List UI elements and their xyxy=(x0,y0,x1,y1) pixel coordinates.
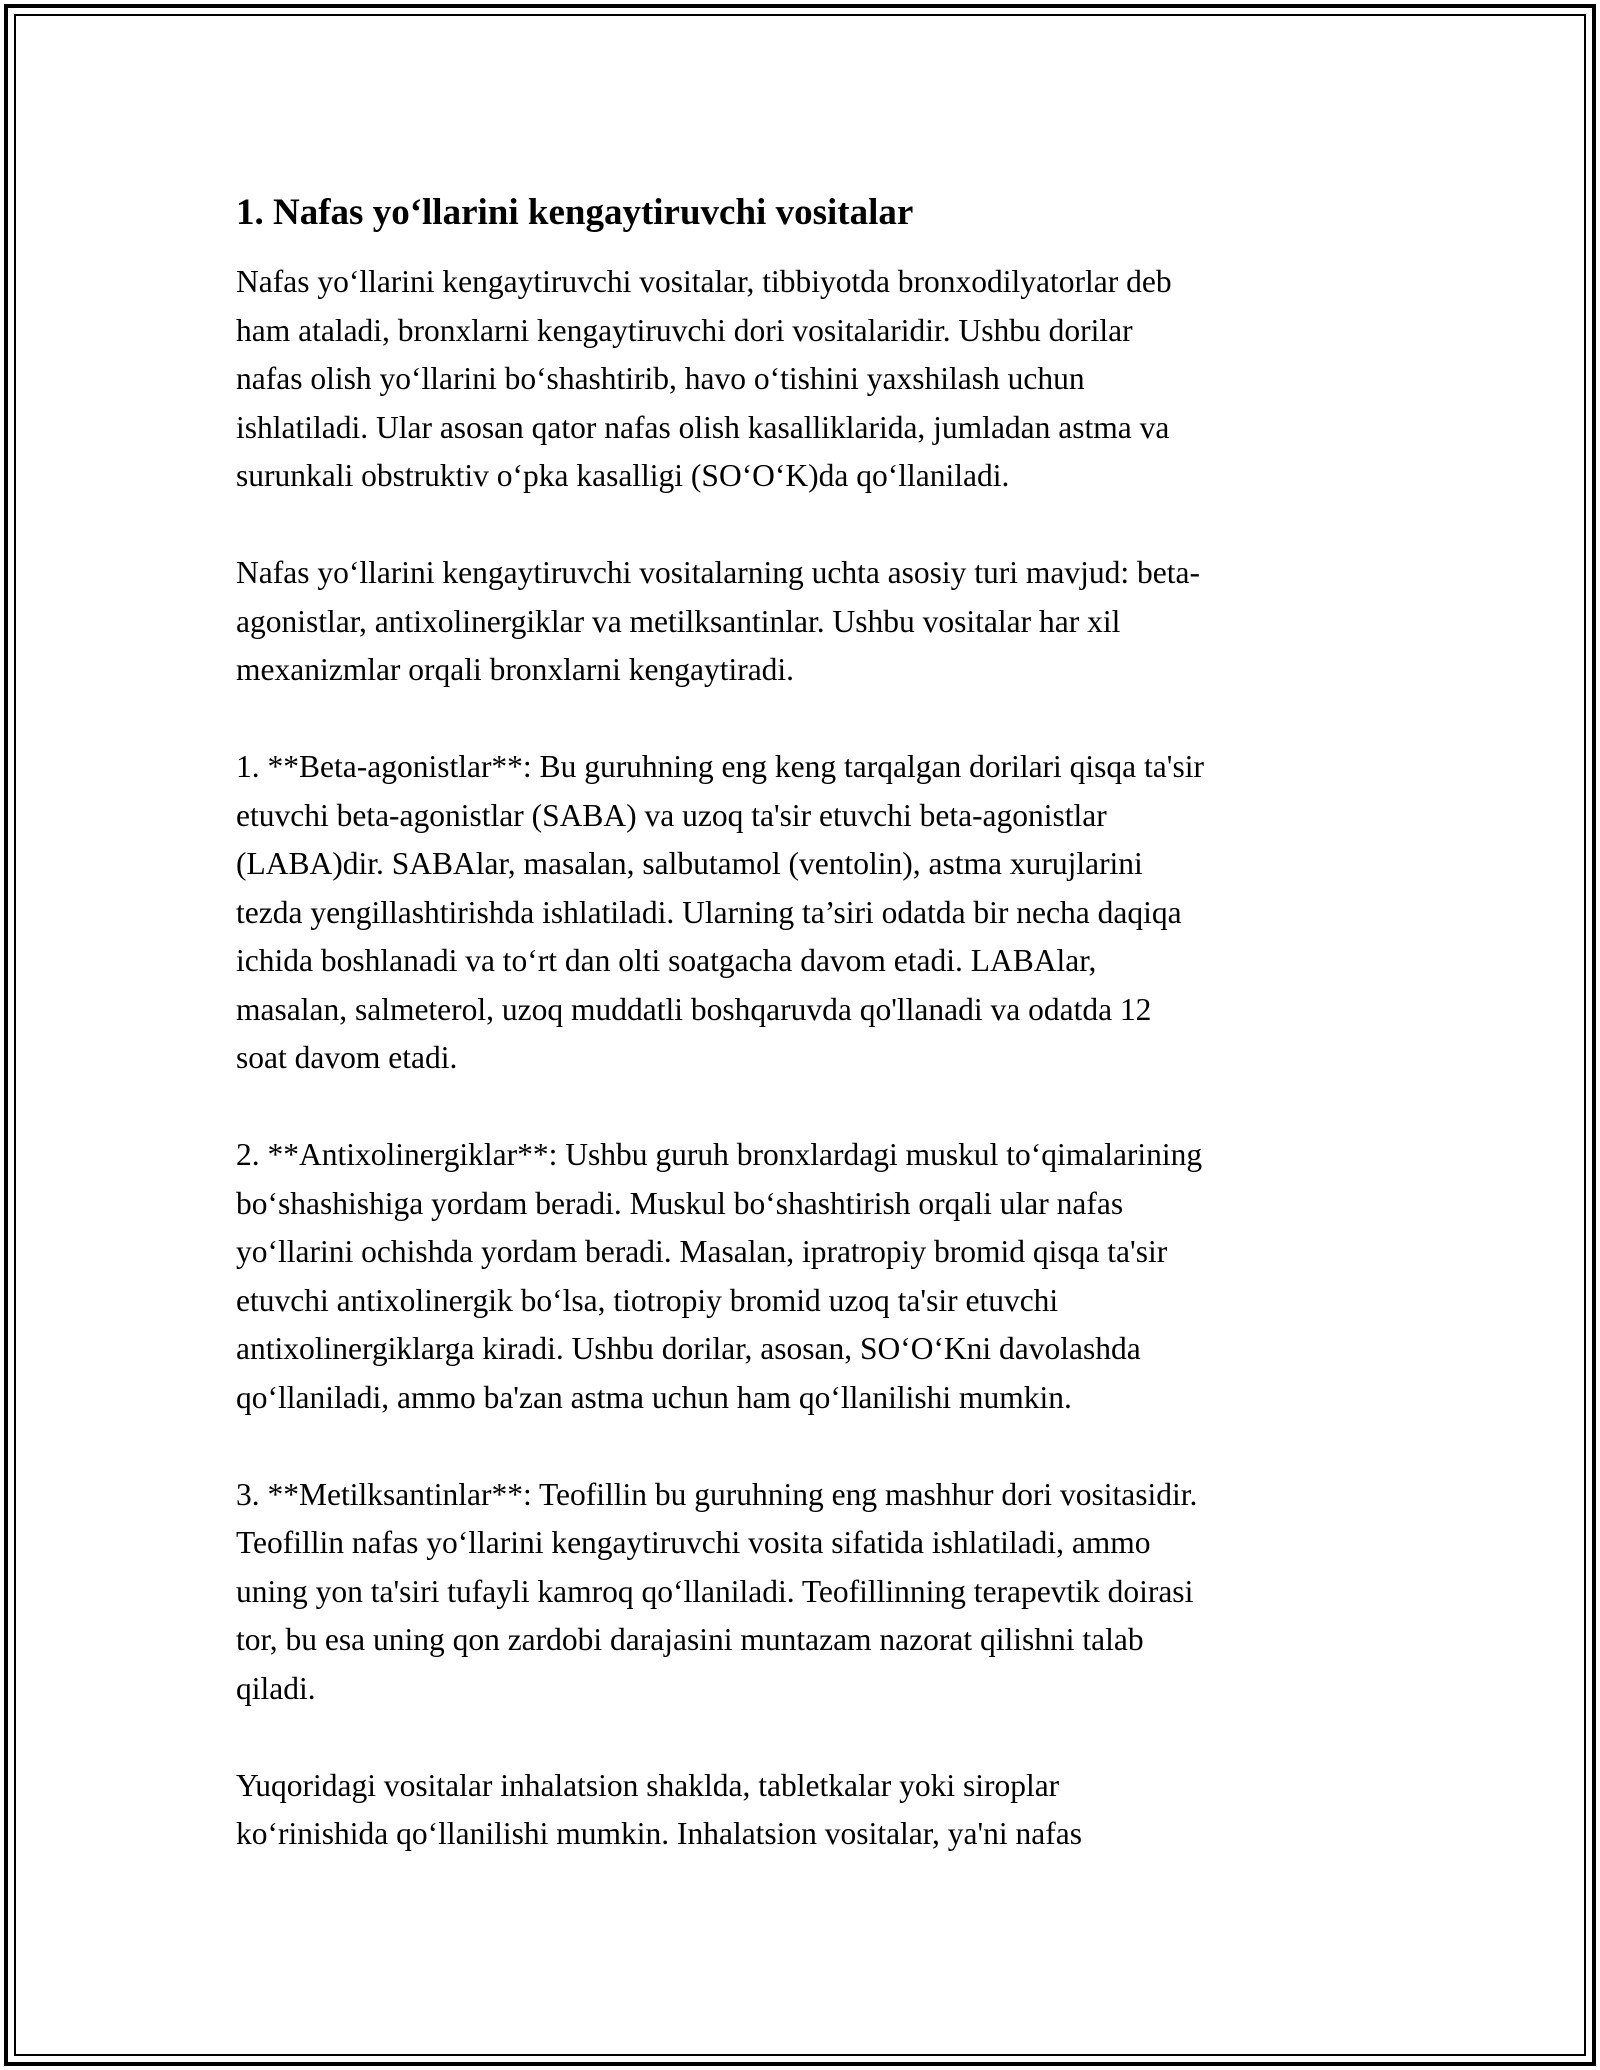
paragraph-types xyxy=(236,549,1368,695)
text-line: ko‘rinishida qo‘llanilishi mumkin. Inhalatsion vositalar, ya'ni nafas xyxy=(236,1816,1083,1851)
text-line: tor, bu esa uning qon zardobi darajasini muntazam nazorat qilishni talab xyxy=(236,1622,1144,1657)
text-line: (LABA)dir. SABAlar, masalan, salbutamol (ventolin), astma xurujlarini xyxy=(236,846,1143,881)
paragraph-anticholinergics xyxy=(236,1131,1368,1422)
text-line: 1. **Beta-agonistlar**: Bu guruhning eng keng tarqalgan dorilari qisqa ta'sir xyxy=(236,749,1204,784)
text-line: qiladi. xyxy=(236,1670,316,1706)
text-line: bo‘shashishiga yordam beradi. Muskul bo‘shashtirish orqali ular nafas xyxy=(236,1185,1124,1221)
text-line: ishlatiladi. Ular asosan qator nafas olish kasalliklarida, jumladan astma va xyxy=(236,409,1170,445)
text-line: etuvchi beta-agonistlar (SABA) va uzoq ta'sir etuvchi beta-agonistlar xyxy=(236,797,1107,833)
paragraph-methylxanthines xyxy=(236,1471,1368,1714)
paragraph-intro xyxy=(236,258,1368,501)
paragraph-beta-agonists xyxy=(236,743,1368,1083)
text-line: surunkali obstruktiv o‘pka kasalligi (SO‘O‘K)da qo‘llaniladi. xyxy=(236,458,1010,493)
text-line: Yuqoridagi vositalar inhalatsion shaklda, tabletkalar yoki siroplar xyxy=(236,1767,1060,1803)
section-heading: 1. Nafas yo‘llarini kengaytiruvchi vositalar xyxy=(236,192,914,233)
text-line: ham ataladi, bronxlarni kengaytiruvchi dori vositalaridir. Ushbu dorilar xyxy=(236,312,1133,348)
text-line: uning yon ta'siri tufayli kamroq qo‘llaniladi. Teofillinning terapevtik doirasi xyxy=(236,1573,1194,1609)
text-line: mexanizmlar orqali bronxlarni kengaytiradi. xyxy=(236,652,795,687)
text-line: 2. **Antixolinergiklar**: Ushbu guruh bronxlardagi muskul to‘qimalarining xyxy=(236,1137,1203,1172)
text-line: soat davom etadi. xyxy=(236,1040,458,1075)
text-line: tezda yengillashtirishda ishlatiladi. Ularning ta’siri odatda bir necha daqiqa xyxy=(236,894,1182,930)
text-line: 3. **Metilksantinlar**: Teofillin bu guruhning eng mashhur dori vositasidir. xyxy=(236,1476,1198,1512)
text-line: agonistlar, antixolinergiklar va metilksantinlar. Ushbu vositalar har xil xyxy=(236,603,1121,639)
text-line: nafas olish yo‘llarini bo‘shashtirib, havo o‘tishini yaxshilash uchun xyxy=(236,361,1085,396)
text-line: Nafas yo‘llarini kengaytiruvchi vositalar, tibbiyotda bronxodilyatorlar deb xyxy=(236,264,1172,299)
text-line: masalan, salmeterol, uzoq muddatli boshqaruvda qo'llanadi va odatda 12 xyxy=(236,991,1152,1027)
text-line: Teofillin nafas yo‘llarini kengaytiruvchi vosita sifatida ishlatiladi, ammo xyxy=(236,1525,1151,1560)
text-line: ichida boshlanadi va to‘rt dan olti soatgacha davom etadi. LABAlar, xyxy=(236,943,1097,978)
text-line: yo‘llarini ochishda yordam beradi. Masalan, ipratropiy bromid qisqa ta'sir xyxy=(236,1234,1168,1269)
text-line: etuvchi antixolinergik bo‘lsa, tiotropiy bromid uzoq ta'sir etuvchi xyxy=(236,1282,1059,1318)
paragraph-forms xyxy=(236,1762,1368,1859)
document-body xyxy=(236,188,1368,1907)
text-line: Nafas yo‘llarini kengaytiruvchi vositalarning uchta asosiy turi mavjud: beta- xyxy=(236,555,1200,590)
text-line: antixolinergiklarga kiradi. Ushbu dorilar, asosan, SO‘O‘Kni davolashda xyxy=(236,1331,1141,1366)
text-line: qo‘llaniladi, ammo ba'zan astma uchun ham qo‘llanilishi mumkin. xyxy=(236,1379,1072,1415)
